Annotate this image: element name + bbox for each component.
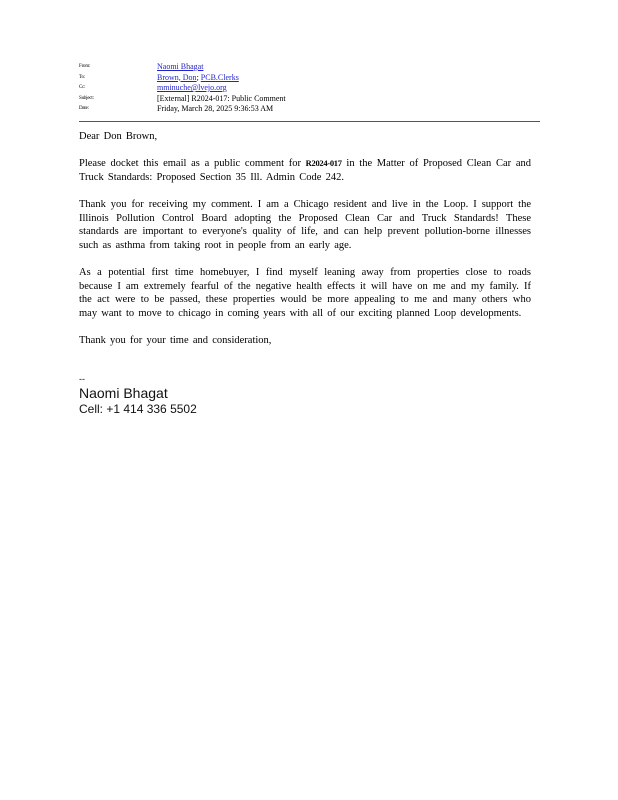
p1-text-after: in the Matter of Proposed Clean Car and Truck Standards: Proposed Section 35 Ill. Admin Code 242. [79,158,531,183]
closing-line: Thank you for your time and consideration, [79,334,272,346]
cc-value-link[interactable]: mminuche@lvejo.org [157,83,227,92]
signature-cell: Cell: +1 414 336 5502 [79,402,197,416]
to-value-link-1[interactable]: Brown, Don [157,72,197,82]
signature-block [79,374,197,417]
email-body [79,130,531,361]
to-label: To: [79,74,85,80]
subject-label: Subject: [79,95,94,101]
signature-dash: -- [79,374,85,384]
paragraph-homebuyer: As a potential first time homebuyer, I find myself leaning away from properties close to roads because I am extremely fearful of the negative health effects it will have on me and my family. If the act were to be passed, these properties would be more appealing to me and many others who may want to move to chicago in coming years with all of our exciting planned Loop developments. [79,266,531,319]
to-row [79,73,541,84]
paragraph-docket-request [79,157,531,184]
header-divider [79,121,540,122]
date-value: Friday, March 28, 2025 9:36:53 AM [157,104,274,113]
cc-label: Cc: [79,85,86,90]
date-row [79,104,541,115]
from-row [79,62,541,73]
subject-row [79,94,541,105]
to-separator: ; [196,72,199,82]
subject-value: [External] R2024-017: Public Comment [157,93,286,103]
docket-number: R2024-017 [305,158,342,169]
date-label: Date: [79,106,89,111]
signature-name: Naomi Bhagat [79,385,168,401]
greeting: Dear Don Brown, [79,131,158,142]
cc-row [79,83,541,94]
p1-text-before: Please docket this email as a public comment for [79,158,306,170]
to-value-link-2[interactable]: PCB.Clerks [200,72,239,82]
from-label: From: [79,64,91,69]
to-values [157,73,239,84]
paragraph-support: Thank you for receiving my comment. I am a Chicago resident and live in the Loop. I support the Illinois Pollution Control Board adopting the Proposed Clean Car and Truck Standards! These standards are important to everyone's quality of life, and can help prevent pollution-borne illnesses such as asthma from taking root in people from an early age. [79,198,531,251]
email-header [79,62,541,115]
from-value-link[interactable]: Naomi Bhagat [157,62,204,71]
